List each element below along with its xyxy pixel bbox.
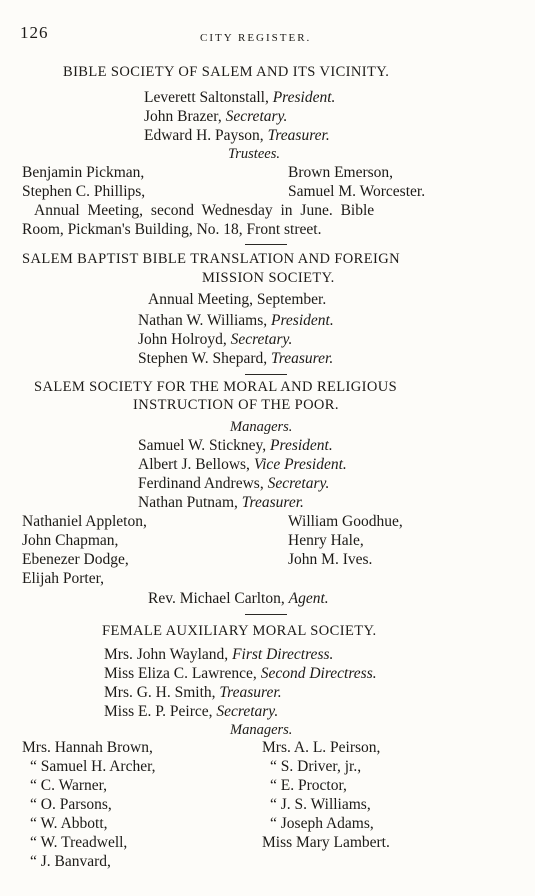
moral-agent [148, 590, 329, 608]
female-second-directress [104, 665, 377, 683]
officer-name: Miss Eliza C. Lawrence, [104, 665, 257, 682]
female-society-title: FEMALE AUXILIARY MORAL SOCIETY. [102, 623, 377, 639]
moral-title-line-1: SALEM SOCIETY FOR THE MORAL AND RELIGIOUS [34, 379, 398, 395]
officer-role: First Directress. [232, 646, 334, 663]
moral-treasurer [138, 494, 304, 512]
female-treasurer [104, 684, 282, 702]
female-manager-left-5: “ W. Abbott, [30, 815, 108, 832]
trustee-left-1: Benjamin Pickman, [22, 164, 145, 181]
female-manager-right-3: “ E. Proctor, [270, 777, 347, 794]
officer-name: John Holroyd, [138, 331, 227, 348]
trustee-right-2: Samuel M. Worcester. [288, 183, 426, 200]
bible-treasurer [144, 127, 330, 145]
female-manager-left-2: “ Samuel H. Archer, [30, 758, 156, 775]
officer-role: Treasurer. [241, 494, 304, 511]
officer-role: Second Directress. [260, 665, 377, 682]
baptist-secretary [138, 331, 292, 349]
officer-name: Rev. Michael Carlton, [148, 590, 285, 607]
officer-name: Nathan W. Williams, [138, 312, 268, 329]
trustee-left-2: Stephen C. Phillips, [22, 183, 146, 200]
moral-title-line-2: INSTRUCTION OF THE POOR. [133, 397, 339, 413]
officer-name: Leverett Saltonstall, [144, 89, 269, 106]
moral-manager-right-2: Henry Hale, [288, 532, 364, 549]
female-managers-heading: Managers. [230, 722, 293, 738]
page-number: 126 [20, 23, 49, 42]
female-manager-left-7: “ J. Banvard, [30, 853, 111, 870]
officer-role: Treasurer. [219, 684, 282, 701]
moral-president [138, 437, 333, 455]
moral-secretary [138, 475, 329, 493]
female-manager-right-4: “ J. S. Williams, [270, 796, 371, 813]
officer-name: Miss E. P. Peirce, [104, 703, 213, 720]
baptist-title-line-1: SALEM BAPTIST BIBLE TRANSLATION AND FOREIGN [22, 251, 400, 267]
officer-role: Secretary. [230, 331, 293, 348]
female-manager-right-1: Mrs. A. L. Peirson, [262, 739, 381, 756]
female-manager-left-6: “ W. Treadwell, [30, 834, 128, 851]
officer-name: Mrs. John Wayland, [104, 646, 229, 663]
female-manager-left-1: Mrs. Hannah Brown, [22, 739, 153, 756]
officer-name: Albert J. Bellows, [138, 456, 250, 473]
officer-role: Agent. [288, 590, 329, 607]
female-manager-right-5: “ Joseph Adams, [270, 815, 374, 832]
bible-meeting-line-1: Annual Meeting, second Wednesday in June. Bible [34, 202, 375, 219]
officer-role: President. [272, 89, 336, 106]
officer-role: Secretary. [267, 475, 330, 492]
trustee-right-1: Brown Emerson, [288, 164, 394, 181]
officer-name: Edward H. Payson, [144, 127, 264, 144]
baptist-treasurer [138, 350, 333, 368]
female-manager-left-3: “ C. Warner, [30, 777, 108, 794]
officer-name: Nathan Putnam, [138, 494, 238, 511]
moral-manager-left-2: John Chapman, [22, 532, 119, 549]
officer-role: President. [270, 437, 333, 454]
running-title: CITY REGISTER. [200, 32, 312, 44]
officer-role: Treasurer. [267, 127, 330, 144]
moral-manager-right-3: John M. Ives. [288, 551, 373, 568]
bible-society-title: BIBLE SOCIETY OF SALEM AND ITS VICINITY. [63, 64, 390, 80]
officer-role: Treasurer. [271, 350, 334, 367]
bible-secretary [144, 108, 287, 126]
officer-role: Secretary. [225, 108, 288, 125]
baptist-president [138, 312, 334, 330]
officer-name: Stephen W. Shepard, [138, 350, 268, 367]
moral-manager-right-1: William Goodhue, [288, 513, 403, 530]
female-manager-left-4: “ O. Parsons, [30, 796, 112, 813]
officer-role: President. [270, 312, 334, 329]
moral-vice-president [138, 456, 347, 474]
officer-role: Vice President. [253, 456, 347, 473]
moral-manager-left-4: Elijah Porter, [22, 570, 105, 587]
female-secretary [104, 703, 278, 721]
section-divider [245, 374, 287, 375]
trustees-heading: Trustees. [228, 146, 280, 162]
bible-president [144, 89, 335, 107]
officer-name: Ferdinand Andrews, [138, 475, 264, 492]
moral-manager-left-3: Ebenezer Dodge, [22, 551, 129, 568]
officer-role: Secretary. [216, 703, 279, 720]
female-first-directress [104, 646, 333, 664]
female-manager-right-2: “ S. Driver, jr., [270, 758, 362, 775]
moral-manager-left-1: Nathaniel Appleton, [22, 513, 147, 530]
bible-meeting-line-2: Room, Pickman's Building, No. 18, Front street. [22, 221, 322, 238]
officer-name: Mrs. G. H. Smith, [104, 684, 216, 701]
section-divider [245, 614, 287, 615]
section-divider [245, 244, 287, 245]
officer-name: Samuel W. Stickney, [138, 437, 267, 454]
moral-managers-heading: Managers. [230, 419, 293, 435]
baptist-meeting: Annual Meeting, September. [148, 291, 327, 308]
female-manager-right-6: Miss Mary Lambert. [262, 834, 390, 851]
baptist-title-line-2: MISSION SOCIETY. [202, 270, 335, 286]
officer-name: John Brazer, [144, 108, 222, 125]
